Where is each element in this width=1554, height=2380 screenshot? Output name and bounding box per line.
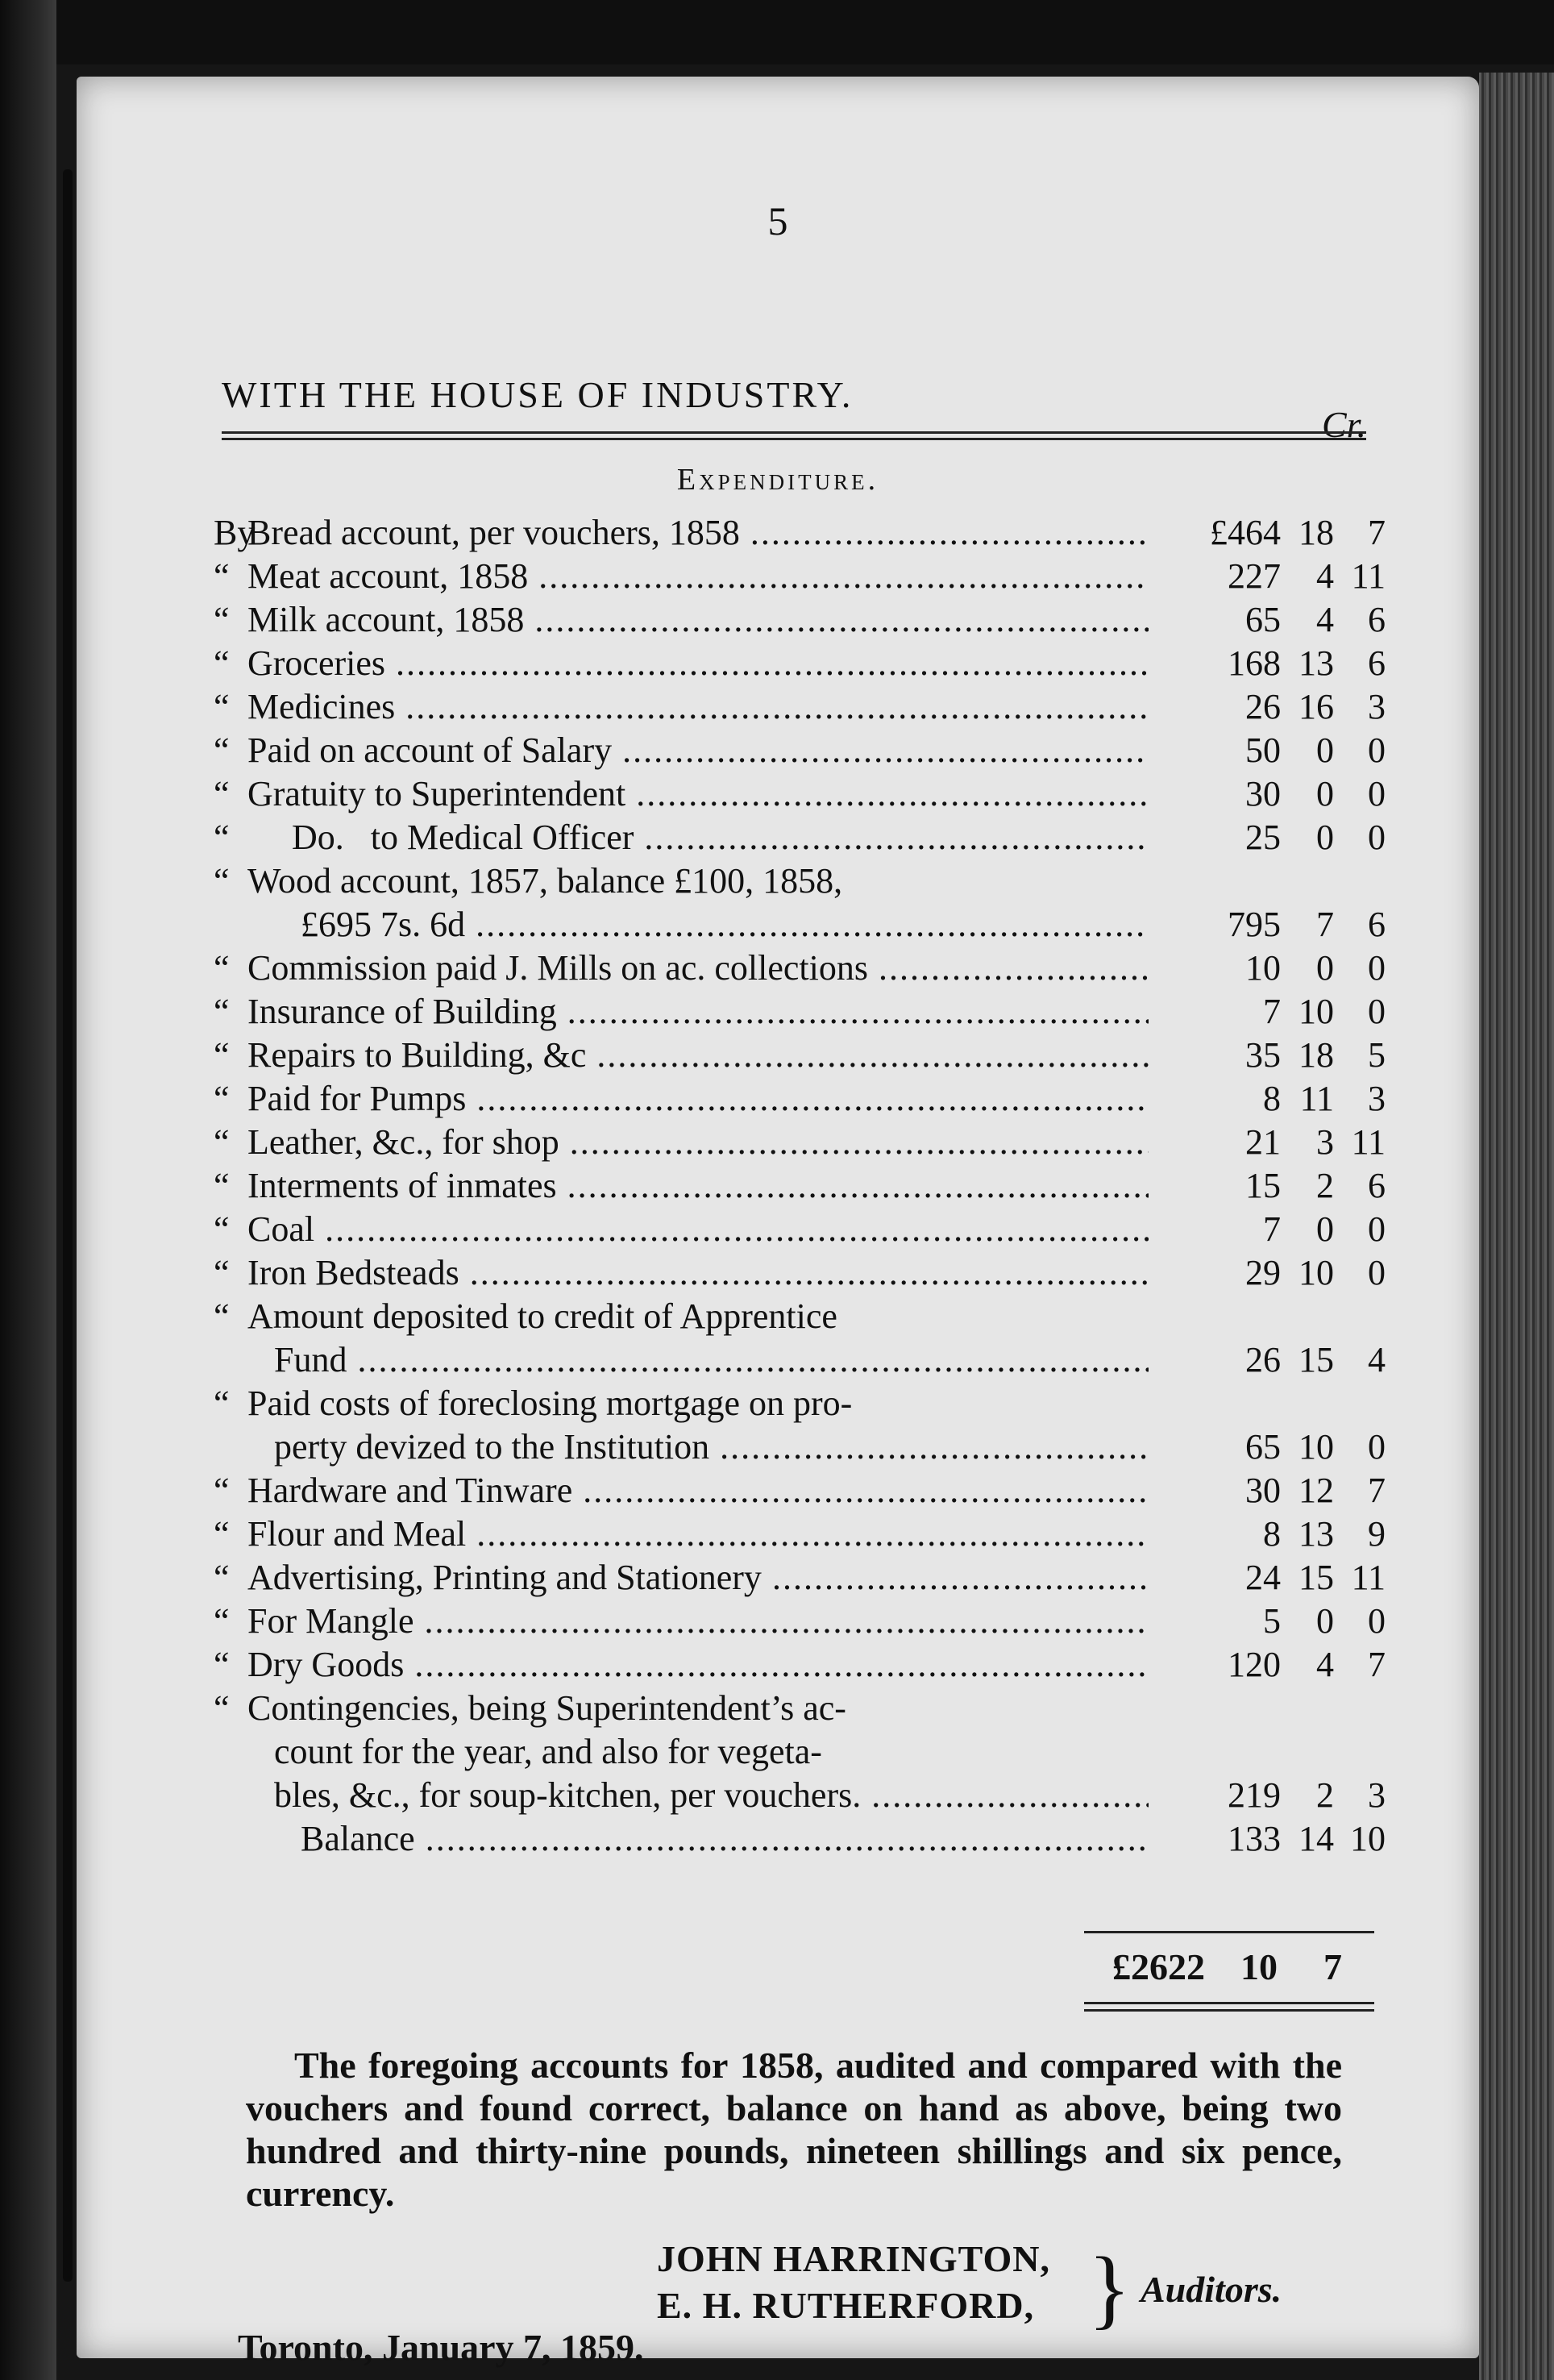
expenditure-row	[214, 512, 1390, 555]
expenditure-row	[214, 1296, 1390, 1339]
row-prefix: “	[214, 992, 230, 1031]
row-shillings: 7	[1316, 905, 1334, 944]
row-pence: 0	[1368, 1209, 1386, 1249]
row-prefix: “	[214, 1122, 230, 1162]
row-pence: 6	[1368, 1166, 1386, 1205]
expenditure-row	[214, 643, 1390, 686]
row-label: Leather, &c., for shop .....	[247, 1121, 1149, 1163]
row-prefix: “	[214, 730, 230, 770]
expenditure-row	[214, 1078, 1390, 1121]
row-prefix: By	[214, 513, 256, 552]
row-label: Paid on account of Salary .....	[247, 730, 1149, 771]
page-number: 5	[767, 198, 788, 243]
row-label: Balance .....	[247, 1818, 1149, 1859]
row-pounds: 7	[1263, 992, 1281, 1031]
expenditure-row	[214, 1600, 1390, 1644]
expenditure-row	[214, 904, 1390, 947]
row-pence: 6	[1368, 600, 1386, 639]
row-label: Bread account, per vouchers, 1858 .....	[247, 512, 1149, 553]
row-pence: 5	[1368, 1035, 1386, 1075]
row-label: Hardware and Tinware .....	[247, 1470, 1149, 1511]
row-pounds: 65	[1245, 600, 1281, 639]
row-shillings: 15	[1298, 1558, 1334, 1597]
row-pounds: 65	[1245, 1427, 1281, 1467]
row-label: Wood account, 1857, balance £100, 1858,	[247, 861, 843, 901]
row-pence: 9	[1368, 1514, 1386, 1554]
expenditure-row	[214, 599, 1390, 643]
row-prefix: “	[214, 643, 230, 683]
row-label: Medicines .....	[247, 686, 1149, 727]
expenditure-row	[214, 730, 1390, 773]
row-pounds: 795	[1228, 905, 1281, 944]
row-prefix: “	[214, 556, 230, 596]
row-shillings: 3	[1316, 1122, 1334, 1162]
expenditure-row	[214, 1383, 1390, 1426]
row-shillings: 2	[1316, 1166, 1334, 1205]
row-pounds: 5	[1263, 1601, 1281, 1641]
auditor-name: JOHN HARRINGTON,	[657, 2238, 1050, 2279]
row-pence: 0	[1368, 948, 1386, 988]
row-label: Paid costs of foreclosing mortgage on pro-	[247, 1383, 853, 1423]
row-prefix: “	[214, 1296, 230, 1336]
row-label: bles, &c., for soup-kitchen, per vouchers. .....	[247, 1775, 1149, 1816]
expenditure-row	[214, 1252, 1390, 1296]
section-title: Expenditure.	[676, 463, 879, 497]
expenditure-row	[214, 1470, 1390, 1513]
expenditure-row	[214, 1644, 1390, 1687]
row-pence: 6	[1368, 905, 1386, 944]
credit-label: Cr.	[1322, 404, 1366, 445]
row-pounds: 25	[1245, 818, 1281, 857]
book-spine	[63, 169, 73, 2282]
row-pence: 7	[1368, 1471, 1386, 1510]
row-pounds: 21	[1245, 1122, 1281, 1162]
expenditure-row	[214, 991, 1390, 1034]
row-pence: 11	[1351, 1558, 1386, 1597]
row-pounds: 29	[1245, 1253, 1281, 1292]
row-pence: 0	[1368, 1601, 1386, 1641]
expenditure-row	[214, 1513, 1390, 1557]
row-prefix: “	[214, 1471, 230, 1510]
row-pounds: 219	[1228, 1775, 1281, 1815]
expenditure-row	[214, 817, 1390, 860]
row-pounds: 10	[1245, 948, 1281, 988]
row-label: Commission paid J. Mills on ac. collections .....	[247, 947, 1149, 988]
total-rule-top	[1084, 1931, 1374, 1933]
total-pence: 7	[1323, 1946, 1342, 1987]
row-pounds: 30	[1245, 1471, 1281, 1510]
row-prefix: “	[214, 818, 230, 857]
row-shillings: 16	[1298, 687, 1334, 726]
expenditure-row	[214, 1687, 1390, 1731]
row-prefix: “	[214, 1383, 230, 1423]
row-prefix: “	[214, 774, 230, 813]
row-pounds: 7	[1263, 1209, 1281, 1249]
row-label: Gratuity to Superintendent .....	[247, 773, 1149, 814]
expenditure-row	[214, 1426, 1390, 1470]
row-pence: 4	[1368, 1340, 1386, 1379]
row-prefix: “	[214, 1253, 230, 1292]
row-shillings: 0	[1316, 730, 1334, 770]
row-prefix: “	[214, 687, 230, 726]
row-label: Interments of inmates .....	[247, 1165, 1149, 1206]
expenditure-row	[214, 1775, 1390, 1818]
row-pence: 0	[1368, 730, 1386, 770]
row-pence: 0	[1368, 992, 1386, 1031]
row-pence: 6	[1368, 643, 1386, 683]
row-prefix: “	[214, 948, 230, 988]
row-pence: 11	[1351, 1122, 1386, 1162]
heading-rule	[222, 431, 1366, 434]
book-page	[77, 77, 1479, 2368]
expenditure-row	[214, 1731, 1390, 1775]
total-rule-bottom	[1084, 2002, 1374, 2004]
row-prefix: “	[214, 1514, 230, 1554]
row-shillings: 0	[1316, 1209, 1334, 1249]
row-shillings: 18	[1298, 513, 1334, 552]
row-shillings: 0	[1316, 818, 1334, 857]
row-pence: 0	[1368, 1253, 1386, 1292]
row-pounds: 26	[1245, 687, 1281, 726]
row-shillings: 2	[1316, 1775, 1334, 1815]
row-pence: 0	[1368, 774, 1386, 813]
row-pounds: £464	[1210, 513, 1281, 552]
row-label: Fund .....	[247, 1339, 1149, 1380]
row-label: count for the year, and also for vegeta-	[247, 1732, 822, 1771]
row-shillings: 4	[1316, 556, 1334, 596]
row-label: Do. to Medical Officer .....	[247, 817, 1149, 858]
row-label: Insurance of Building .....	[247, 991, 1149, 1032]
row-prefix: “	[214, 1079, 230, 1118]
row-label: Groceries .....	[247, 643, 1149, 684]
expenditure-row	[214, 1339, 1390, 1383]
row-shillings: 13	[1298, 1514, 1334, 1554]
row-pounds: 168	[1228, 643, 1281, 683]
row-label: £695 7s. 6d .....	[247, 904, 1149, 945]
expenditure-row	[214, 773, 1390, 817]
row-label: Dry Goods .....	[247, 1644, 1149, 1685]
row-pence: 11	[1351, 556, 1386, 596]
row-pounds: 120	[1228, 1645, 1281, 1684]
row-prefix: “	[214, 600, 230, 639]
row-pounds: 50	[1245, 730, 1281, 770]
row-pounds: 8	[1263, 1514, 1281, 1554]
row-label: For Mangle .....	[247, 1600, 1149, 1641]
row-pounds: 24	[1245, 1558, 1281, 1597]
row-shillings: 11	[1299, 1079, 1334, 1118]
row-shillings: 4	[1316, 600, 1334, 639]
audit-statement: The foregoing accounts for 1858, audited and compared with the vouchers and found correct, balance on hand as above, being two hundred and thirty-nine pounds, nineteen shillings and six pence, currency.	[246, 2045, 1342, 2214]
row-shillings: 10	[1298, 1253, 1334, 1292]
row-shillings: 15	[1298, 1340, 1334, 1379]
row-shillings: 0	[1316, 1601, 1334, 1641]
row-shillings: 0	[1316, 948, 1334, 988]
expenditure-row	[214, 860, 1390, 904]
expenditure-row	[214, 1818, 1390, 1862]
row-shillings: 13	[1298, 643, 1334, 683]
row-prefix: “	[214, 1035, 230, 1075]
row-label: Paid for Pumps .....	[247, 1078, 1149, 1119]
page-heading: WITH THE HOUSE OF INDUSTRY.	[222, 374, 854, 415]
row-label: Milk account, 1858 .....	[247, 599, 1149, 640]
heading-rule-double	[222, 438, 1366, 440]
row-pounds: 26	[1245, 1340, 1281, 1379]
row-prefix: “	[214, 1166, 230, 1205]
row-shillings: 4	[1316, 1645, 1334, 1684]
expenditure-row	[214, 947, 1390, 991]
expenditure-list	[214, 512, 1390, 1862]
row-pounds: 15	[1245, 1166, 1281, 1205]
expenditure-row	[214, 1209, 1390, 1252]
row-pounds: 133	[1228, 1819, 1281, 1858]
row-label: Coal .....	[247, 1209, 1149, 1250]
scan-top-border	[0, 0, 1554, 64]
row-shillings: 12	[1298, 1471, 1334, 1510]
row-prefix: “	[214, 1209, 230, 1249]
row-label: Contingencies, being Superintendent’s ac-	[247, 1688, 846, 1728]
expenditure-row	[214, 686, 1390, 730]
expenditure-row	[214, 1557, 1390, 1600]
total-shillings: 10	[1240, 1946, 1278, 1987]
row-label: Advertising, Printing and Stationery .....	[247, 1557, 1149, 1598]
row-label: Meat account, 1858 .....	[247, 555, 1149, 597]
row-shillings: 0	[1316, 774, 1334, 813]
row-pence: 10	[1350, 1819, 1386, 1858]
expenditure-row	[214, 555, 1390, 599]
row-pence: 3	[1368, 687, 1386, 726]
page-edges	[1479, 73, 1554, 2380]
row-pence: 7	[1368, 513, 1386, 552]
row-pence: 0	[1368, 1427, 1386, 1467]
row-label: Amount deposited to credit of Apprentice	[247, 1296, 837, 1336]
row-label: perty devized to the Institution .....	[247, 1426, 1149, 1467]
row-pence: 3	[1368, 1079, 1386, 1118]
row-shillings: 10	[1298, 992, 1334, 1031]
auditor-name: E. H. RUTHERFORD,	[657, 2285, 1035, 2326]
row-shillings: 10	[1298, 1427, 1334, 1467]
row-pounds: 227	[1228, 556, 1281, 596]
row-prefix: “	[214, 1645, 230, 1684]
row-shillings: 18	[1298, 1035, 1334, 1075]
row-label: Flour and Meal .....	[247, 1513, 1149, 1554]
row-prefix: “	[214, 1558, 230, 1597]
row-prefix: “	[214, 1601, 230, 1641]
brace-glyph: }	[1088, 2239, 1131, 2337]
place-date: Toronto, January 7, 1859.	[238, 2327, 644, 2368]
total-pounds: £2622	[1112, 1946, 1205, 1987]
row-prefix: “	[214, 1688, 230, 1728]
expenditure-row	[214, 1165, 1390, 1209]
scan-left-border	[0, 0, 56, 2380]
row-label: Repairs to Building, &c .....	[247, 1034, 1149, 1076]
row-pence: 7	[1368, 1645, 1386, 1684]
expenditure-row	[214, 1121, 1390, 1165]
row-pence: 3	[1368, 1775, 1386, 1815]
row-label: Iron Bedsteads .....	[247, 1252, 1149, 1293]
row-pounds: 30	[1245, 774, 1281, 813]
row-pounds: 8	[1263, 1079, 1281, 1118]
row-shillings: 14	[1298, 1819, 1334, 1858]
row-pounds: 35	[1245, 1035, 1281, 1075]
total-rule-bottom-double	[1084, 2009, 1374, 2012]
expenditure-row	[214, 1034, 1390, 1078]
row-pence: 0	[1368, 818, 1386, 857]
row-prefix: “	[214, 861, 230, 901]
auditors-label: Auditors.	[1141, 2269, 1282, 2310]
